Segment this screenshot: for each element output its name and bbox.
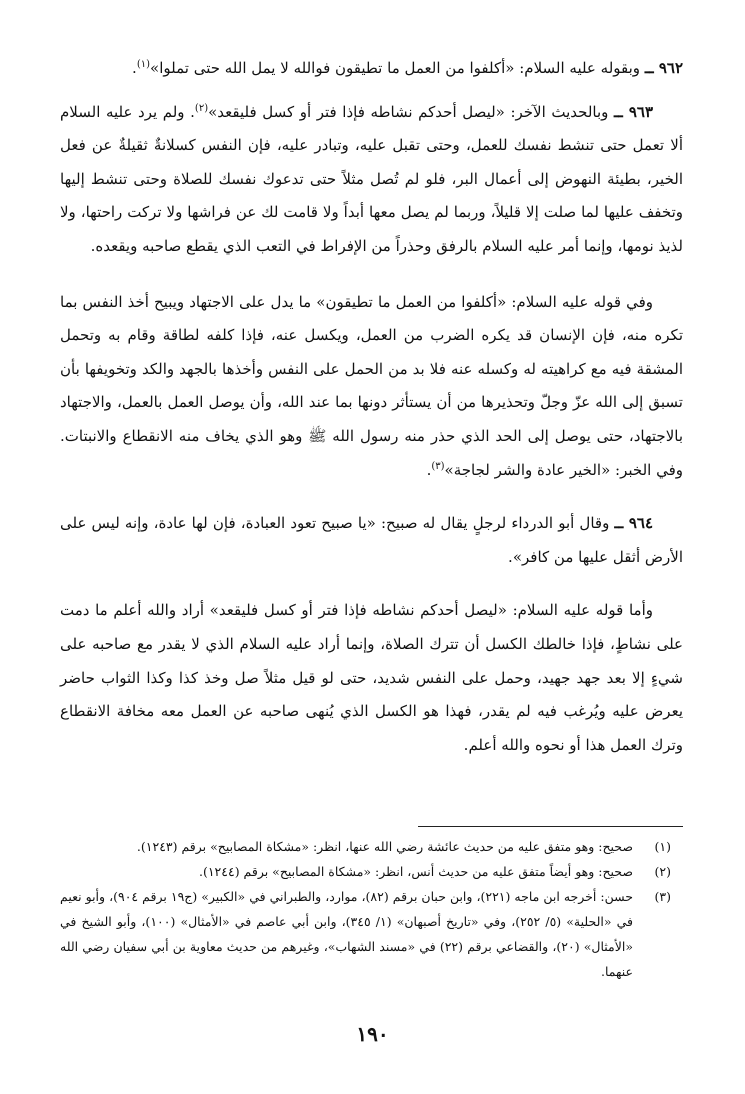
footnote-separator (418, 826, 683, 827)
footnote-ref[interactable]: (١) (136, 59, 151, 70)
footnote-ref[interactable]: (٣) (431, 460, 445, 472)
footnote-ref[interactable]: (٢) (194, 102, 209, 114)
hadith-number: ٩٦٣ ــ (614, 102, 654, 121)
hadith-number: ٩٦٤ ــ (614, 514, 653, 533)
footnotes (60, 834, 683, 984)
page-number: ١٩٠ (356, 1022, 389, 1046)
commentary-2: وأما قوله عليه السلام: «ليصل أحدكم نشاطه فإذا فتر أو كسل فليقعد» أراد والله أعلم ما دمت على نشاطٍ، فإذا خالطك الكسل أن تترك الصلاة، وإنما أراد عليه السلام الذي لا يقدر مع صاحبه على شيءٍ إلا بعد جهد جهيد، وحمل على النفس شديد، حتى لو قيل مثلاً صل وخذ كذا وكذا الثواب حاضر يعرض عليه ويُرغب فيه لم يقدر، فهذا هو الكسل الذي يُنهى صاحبه عن العمل معه مخافة الانقطاع وترك العمل هذا أو نحوه والله أعلم. (60, 601, 683, 754)
hadith-964: ٩٦٤ ــ وقال أبو الدرداء لرجلٍ يقال له صبيح: «يا صبيح تعود العبادة، فإن لها عادة، وإنه ليس على الأرض أثقل عليها من كافر». (60, 514, 683, 566)
footnote-3: (٣) حسن: أخرجه ابن ماجه (٢٢١)، وابن حبان برقم (٨٢)، موارد، والطبراني في «الكبير» (ج١٩ برقم ٩٠٤)، وأبو نعيم في «الحلية» (٥/ ٢٥٢)، وفي «تاريخ أصبهان» (١/ ٣٤٥)، وابن أبي عاصم في «الأمثال» (١٠٠)، وأبو الشيخ في «الأمثال» (٢٠)، والقضاعي برقم (٢٢) في «مسند الشهاب»، وغيرهم من حديث معاوية بن أبي سفيان رضي الله عنهما. (60, 889, 671, 979)
commentary-1: وفي قوله عليه السلام: «أكلفوا من العمل ما تطيقون» ما يدل على الاجتهاد ويبيح أخذ النفس بما تكره منه، فإن الإنسان قد يكره الضرب من العمل، ويكسل عنه، فإذا كلفه لطاقة وقام به وتحمل المشقة فيه مع كراهيته له وكسله عنه فلا بد من الحمل على النفس وأخذها بالجهد والكد وتخويفها بأن تسبق إلى الله عزّ وجلّ وتحذيرها من أن يستأثر دونها بما عند الله، وأن يوصل العمل بالعمل، والاجتهاد بالاجتهاد، حتى يوصل إلى الحد الذي حذر منه رسول الله ﷺ وهو الذي يخاف منه الانقطاع والانبتات. وفي الخبر: «الخير عادة والشر لجاجة»$^{(٣)}$. (60, 292, 683, 479)
hadith-number: ٩٦٢ ــ (644, 59, 683, 77)
footnote-1: (١) صحيح: وهو متفق عليه من حديث عائشة رضي الله عنها، انظر: «مشكاة المصابيح» برقم (١٢٤٣). (136, 839, 671, 854)
hadith-963: ٩٦٣ ــ وبالحديث الآخر: «ليصل أحدكم نشاطه فإذا فتر أو كسل فليقعد»$^{(٢)}$. ولم يرد عليه السلام ألا تعمل حتى تنشط نفسك للعمل، وحتى تقبل عليه، وتبادر عليه، فإن النفس كسلانةٌ ثقيلةٌ عن فعل الخير، بطيئة النهوض إلى أعمال البر، فلو لم تُصل مثلاً حتى تدعوك نفسك للصلاة وحتى تنشط إليها وتخفف عليها لما صلت إلا قليلاً، وربما لم يصل معها أبداً ولا قامت لك عن فراشها ولا تركت راحتها، ولا لذيذ نومها، وإنما أمر عليه السلام بالرفق وحذراً من الإفراط في التعب الذي يقطع صاحبه ويقعده. (60, 102, 683, 255)
main-text (60, 52, 683, 762)
hadith-962: ٩٦٢ ــ وبقوله عليه السلام: «أكلفوا من العمل ما تطيقون فوالله لا يمل الله حتى تملوا»$^{(١)}$. (132, 59, 683, 77)
footnote-2: (٢) صحيح: وهو أيضاً متفق عليه من حديث أنس، انظر: «مشكاة المصابيح» برقم (١٢٤٤). (198, 864, 671, 879)
